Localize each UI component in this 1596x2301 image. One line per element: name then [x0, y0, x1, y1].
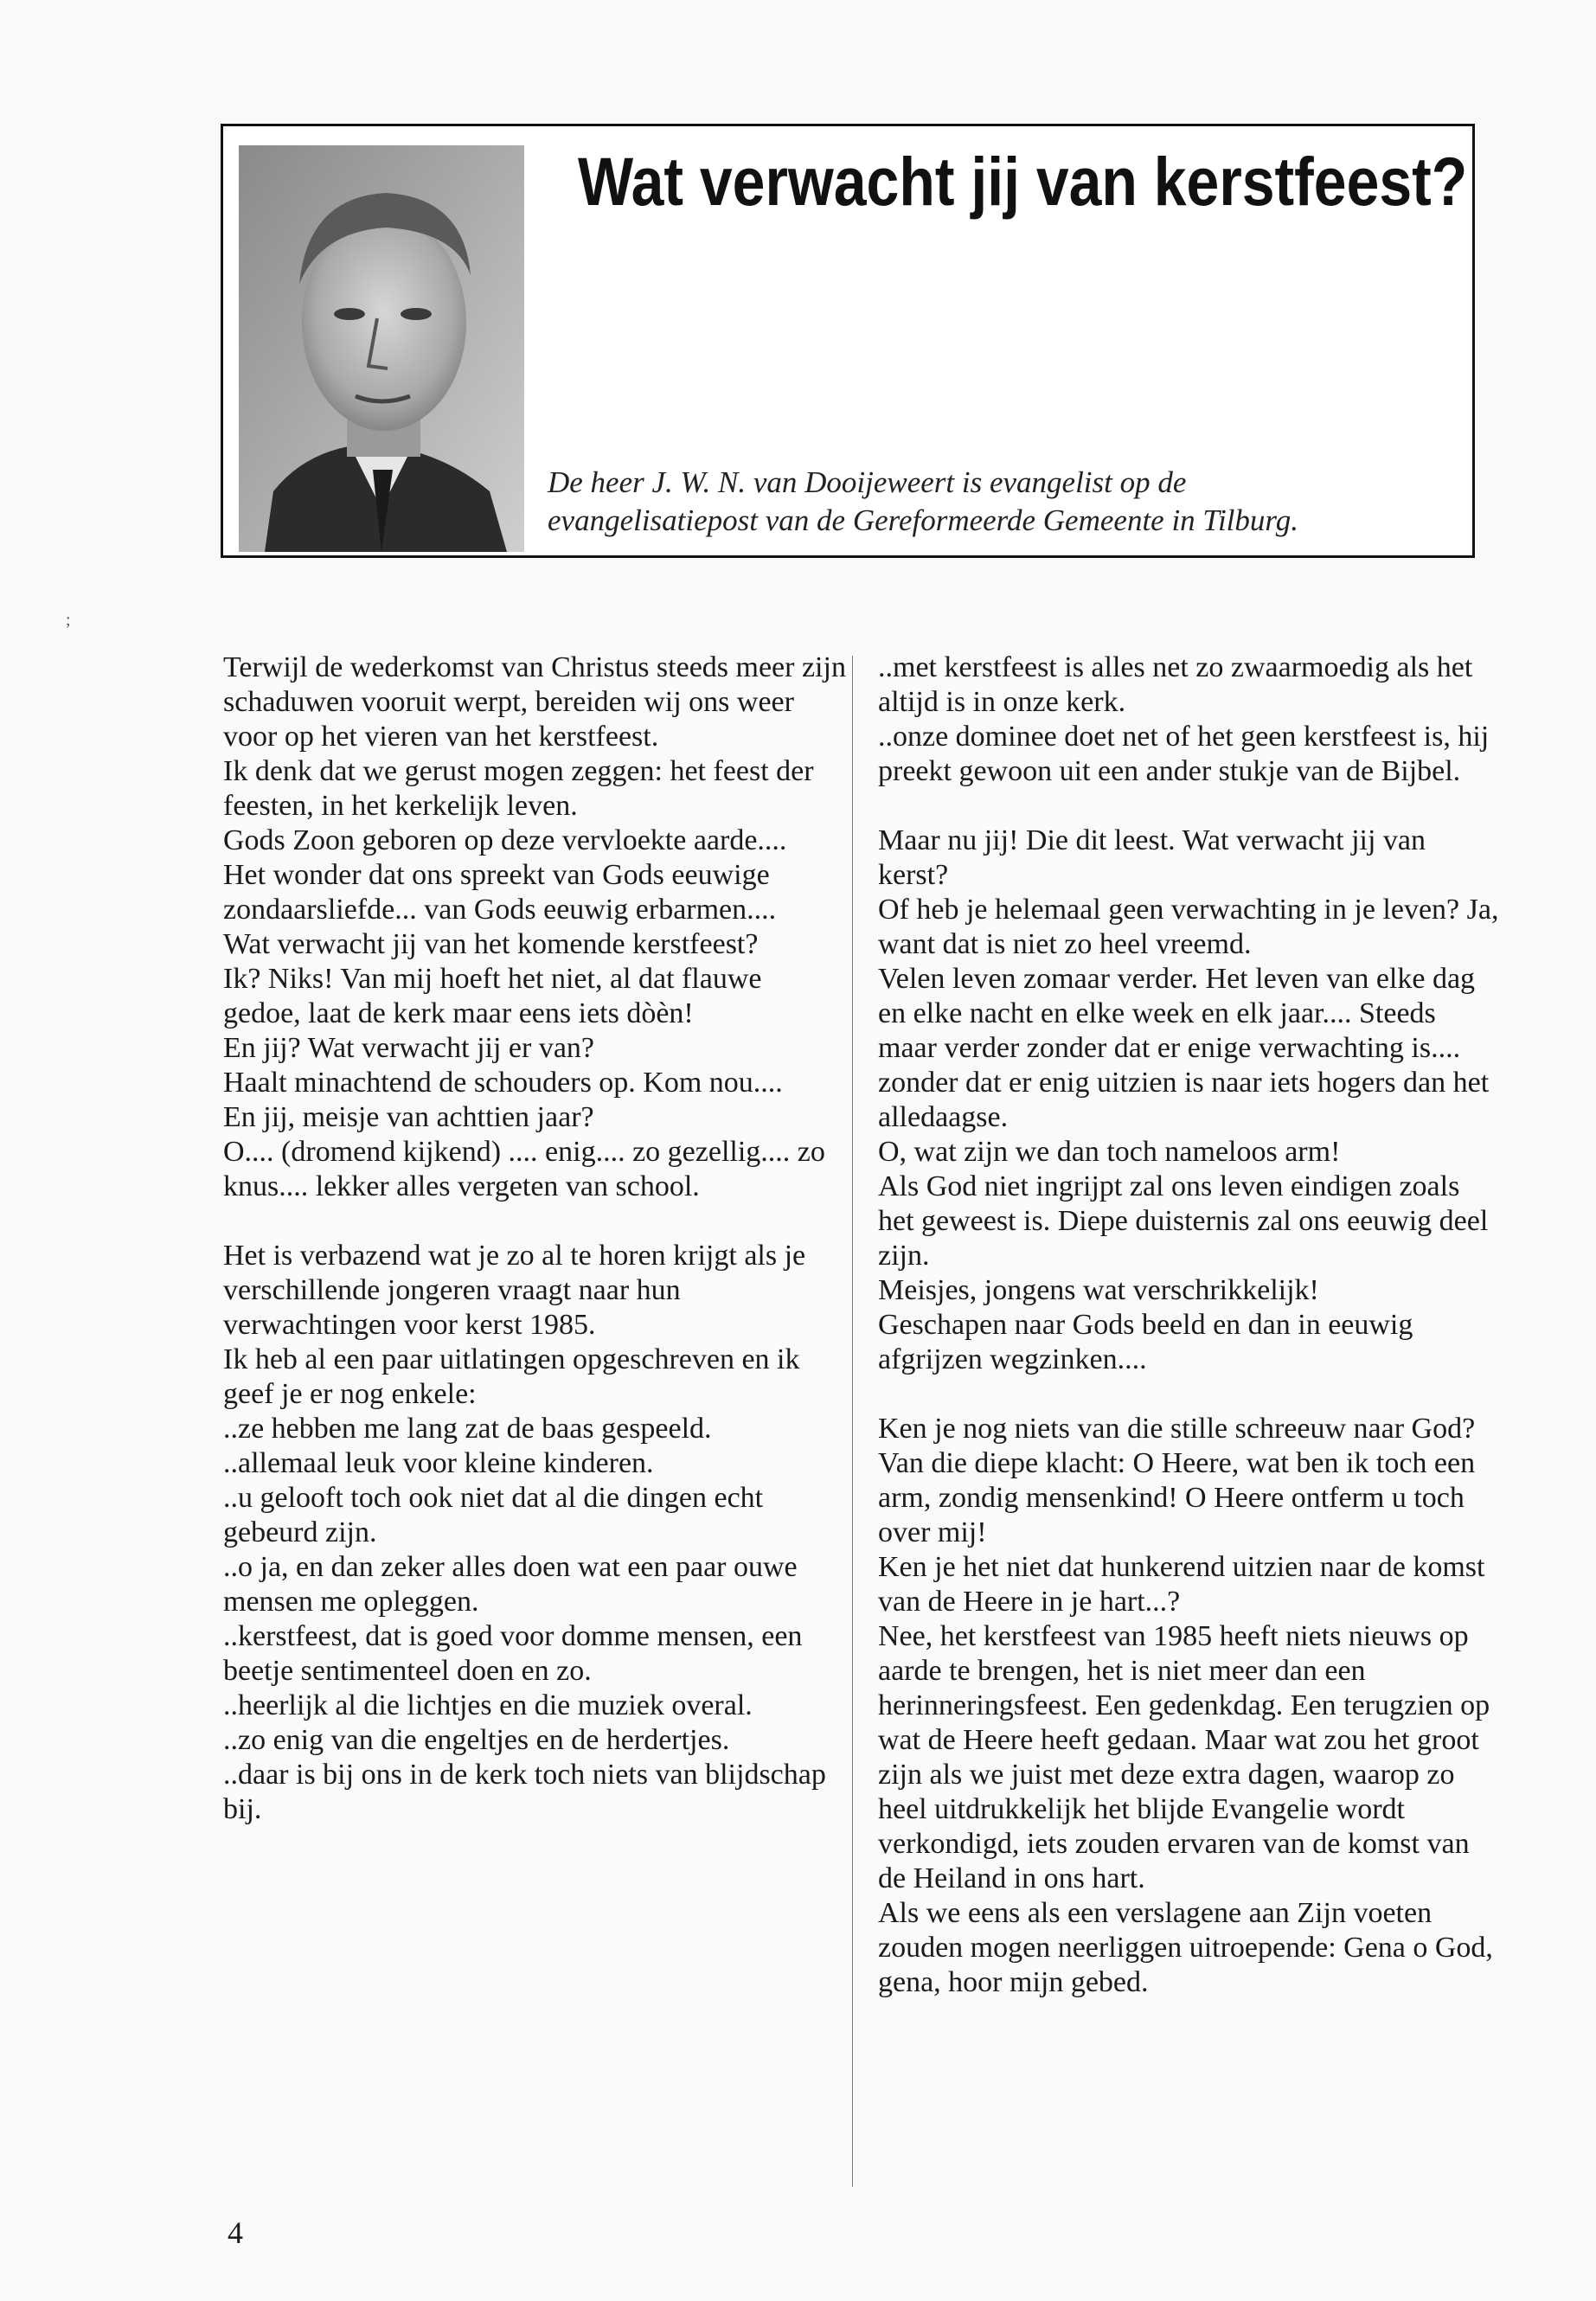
quote-line: ..ze hebben me lang zat de baas gespeeld.: [223, 1413, 712, 1445]
paragraph: Haalt minachtend de schouders op. Kom nou....: [223, 1067, 783, 1099]
quote-line: ..o ja, en dan zeker alles doen wat een paar ouwe mensen me opleggen.: [223, 1551, 798, 1618]
paragraph: Ik? Niks! Van mij hoeft het niet, al dat flauwe gedoe, laat de kerk maar eens iets dòèn!: [223, 963, 762, 1029]
paragraph: Terwijl de wederkomst van Christus steeds meer zijn schaduwen vooruit werpt, bereiden wij ons weer voor op het vieren van het kerstfeest.: [223, 651, 846, 753]
paragraph: Nee, het kerstfeest van 1985 heeft niets nieuws op aarde te brengen, het is niet meer dan een herinneringsfeest. Een gedenkdag. Een terugzien op wat de Heere heeft gedaan. Maar wat zou het groot zijn als we juist met deze extra dagen, waarop zo heel uitdrukkelijk het blijde Evangelie wordt verkondigd, iets zouden ervaren van de komst van de Heiland in ons hart.: [878, 1620, 1490, 1894]
quote-line: ..kerstfeest, dat is goed voor domme mensen, een beetje sentimenteel doen en zo.: [223, 1620, 803, 1687]
paragraph: Als God niet ingrijpt zal ons leven eindigen zoals het geweest is. Diepe duisternis zal ons eeuwig deel zijn.: [878, 1170, 1489, 1272]
quote-line: ..met kerstfeest is alles net zo zwaarmoedig als het altijd is in onze kerk.: [878, 651, 1473, 718]
paragraph: Ik heb al een paar uitlatingen opgeschreven en ik geef je er nog enkele:: [223, 1343, 800, 1410]
quote-line: ..onze dominee doet net of het geen kerstfeest is, hij preekt gewoon uit een ander stukje van de Bijbel.: [878, 721, 1490, 787]
paragraph: Van die diepe klacht: O Heere, wat ben ik toch een arm, zondig mensenkind! O Heere ontferm u toch over mij!: [878, 1447, 1476, 1548]
stray-mark: ;: [66, 611, 71, 630]
paragraph: En jij, meisje van achttien jaar?: [223, 1101, 594, 1133]
paragraph: Het is verbazend wat je zo al te horen krijgt als je verschillende jongeren vraagt naar hun verwachtingen voor kerst 1985.: [223, 1240, 806, 1341]
page-number: 4: [228, 2215, 243, 2250]
article-header: [221, 124, 1475, 558]
paragraph: Als we eens als een verslagene aan Zijn voeten zouden mogen neerliggen uitroepende: Gena o God, gena, hoor mijn gebed.: [878, 1897, 1493, 1998]
column-divider: [852, 656, 853, 2187]
paragraph: En jij? Wat verwacht jij er van?: [223, 1032, 595, 1064]
quote-line: ..daar is bij ons in de kerk toch niets van blijdschap bij.: [223, 1759, 826, 1825]
paragraph: Maar nu jij! Die dit leest. Wat verwacht jij van kerst?: [878, 824, 1426, 891]
quote-line: ..u gelooft toch ook niet dat al die dingen echt gebeurd zijn.: [223, 1482, 764, 1548]
paragraph: Ken je nog niets van die stille schreeuw naar God?: [878, 1413, 1476, 1445]
caption-line: evangelisatiepost van de Gereformeerde Gemeente in Tilburg.: [548, 503, 1298, 537]
paragraph: Wat verwacht jij van het komende kerstfeest?: [223, 928, 759, 960]
caption-line: De heer J. W. N. van Dooijeweert is evangelist op de: [548, 465, 1187, 499]
paragraph: O.... (dromend kijkend) .... enig.... zo gezellig.... zo knus.... lekker alles vergeten van school.: [223, 1136, 825, 1202]
paragraph: Ken je het niet dat hunkerend uitzien naar de komst van de Heere in je hart...?: [878, 1551, 1485, 1618]
paragraph: Ik denk dat we gerust mogen zeggen: het feest der feesten, in het kerkelijk leven.: [223, 755, 814, 822]
paragraph: Velen leven zomaar verder. Het leven van elke dag en elke nacht en elke week en elk jaar.... Steeds maar verder zonder dat er enige verwachting is.... zonder dat er enig uitzien is naar iets hogers dan het alledaagse.: [878, 963, 1490, 1133]
left-column: [223, 651, 846, 1827]
quote-line: ..allemaal leuk voor kleine kinderen.: [223, 1447, 654, 1479]
quote-line: ..zo enig van die engeltjes en de herdertjes.: [223, 1724, 730, 1756]
quote-line: ..heerlijk al die lichtjes en die muziek overal.: [223, 1689, 753, 1721]
right-column: [878, 651, 1501, 2000]
paragraph: O, wat zijn we dan toch nameloos arm!: [878, 1136, 1341, 1168]
article-title: Wat verwacht jij van kerstfeest?: [578, 143, 1468, 220]
portrait-photo: [239, 145, 524, 552]
paragraph: Meisjes, jongens wat verschrikkelijk!: [878, 1274, 1319, 1306]
paragraph: Of heb je helemaal geen verwachting in je leven? Ja, want dat is niet zo heel vreemd.: [878, 894, 1499, 960]
paragraph: Gods Zoon geboren op deze vervloekte aarde....: [223, 824, 787, 856]
paragraph: Geschapen naar Gods beeld en dan in eeuwig afgrijzen wegzinken....: [878, 1309, 1413, 1375]
paragraph: Het wonder dat ons spreekt van Gods eeuwige zondaarsliefde... van Gods eeuwig erbarmen....: [223, 859, 777, 926]
photo-caption: [548, 464, 1465, 540]
